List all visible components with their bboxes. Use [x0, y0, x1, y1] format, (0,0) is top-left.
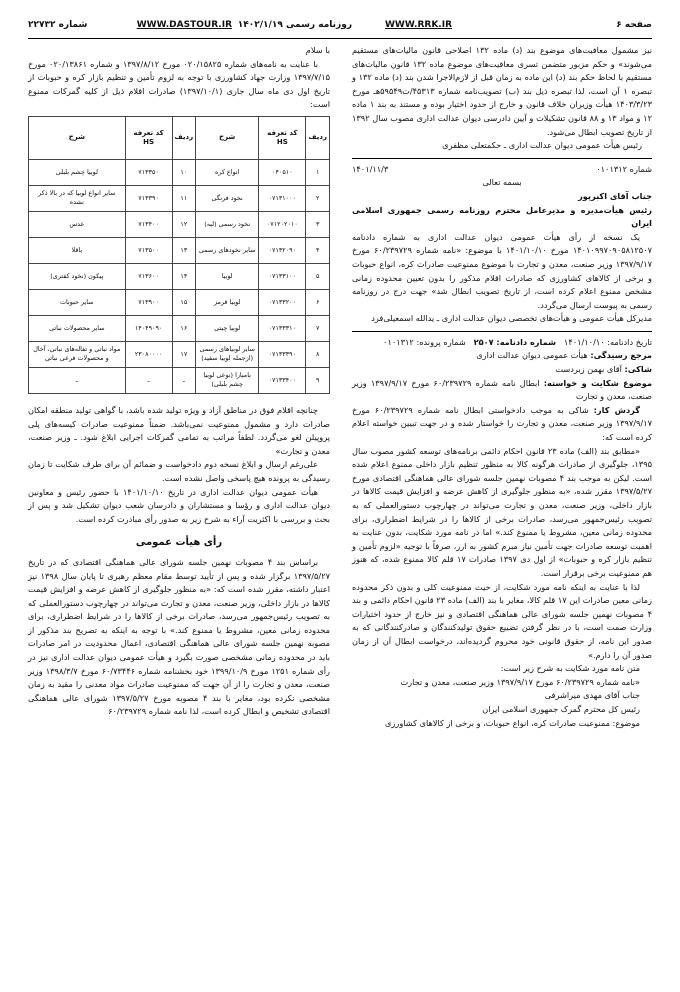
reference-value: هیأت عمومی دیوان عدالت اداری: [476, 350, 588, 361]
cell-hs-code: ۷۱۳۳۹۰: [125, 185, 172, 211]
letter-date: ۱۴۰۱/۱۱/۳: [352, 163, 389, 174]
cell-hs-code: ۷۱۳۴۰۰: [125, 211, 172, 237]
reference-label: مرجع رسیدگی:: [590, 350, 652, 361]
cell-row-no: ۹: [306, 367, 330, 393]
cell-row-no: ۱۰: [172, 159, 196, 185]
site-link-dastour[interactable]: WWW.DASTOUR.IR: [136, 20, 232, 30]
cell-description: سایر لوبیاهای رسمی (ازجمله لوبیا سفید): [196, 341, 259, 367]
page-number: صفحه ۶: [616, 20, 652, 30]
letter-signature: مدیرکل هیأت عمومی و هیأت‌های تخصصی دیوان عدالت اداری ـ یدالله اسمعیلی‌فرد: [371, 313, 652, 324]
letter-number: شماره ۰۱۰۱۳۱۲: [596, 163, 652, 174]
subject-value: ابطال نامه شماره ۶۰/۲۳۹۷۲۹ مورخ ۱۳۹۷/۹/۱۷ وزیر صنعت، معدن و تجارت: [352, 377, 652, 402]
cell-hs-code: ۰۷۱۳۳۳۹۰: [259, 341, 306, 367]
post-table-text-3: هیأت عمومی دیوان عدالت اداری در تاریخ ۱۴۰۱/۱۰/۱۰ با حضور رئیس و معاونین دیوان عدالت اداری و رؤسا و مستشاران و دادرسان شعب دیوان تشکیل شد و پس از بحث و بررسی با اکثریت آراء به شرح زیر به صدور رأی مبادرت کرده است.: [28, 486, 330, 524]
previous-ruling-signature: رئیس هیأت عمومی دیوان عدالت اداری ـ حکمتعلی مظفری: [442, 140, 642, 151]
cell-row-no: ۱۲: [172, 211, 196, 237]
section-divider: [352, 158, 652, 159]
cell-hs-code: ۷۱۳۵۰۰: [125, 237, 172, 263]
right-column: [352, 44, 652, 730]
cell-description: سایر محصولات نباتی: [29, 315, 126, 341]
table-header-row: [29, 116, 330, 159]
cell-description: لوبیا چیتی: [196, 315, 259, 341]
procedure-text: شاکی به موجب دادخواستی ابطال نامه شماره ۶۰/۲۳۹۷۲۹ مورخ ۱۳۹۷/۹/۱۷ وزیر صنعت، معدن و تجارت را خواستار شده و در جهت تبیین خواسته اعلام کرده است که:: [352, 404, 652, 443]
section-divider-2: [352, 331, 652, 332]
cell-description: سایر حبوبات: [29, 289, 126, 315]
header-description: شرح: [196, 116, 259, 159]
ruling-number: شماره دادنامه: ۲۵۰۷: [473, 336, 557, 347]
cell-description: سایر نخودهای رسمی: [196, 237, 259, 263]
letter-address-3: رئیس کل محترم گمرک جمهوری اسلامی ایران: [482, 703, 640, 714]
plaintiff-value: آقای بهمن زبردست: [555, 364, 622, 375]
cell-description: سایر انواع لوبیا که در بالا ذکر نشده: [29, 185, 126, 211]
table-row: [29, 237, 330, 263]
table-row: [29, 341, 330, 367]
cell-row-no: ۷: [306, 315, 330, 341]
cell-hs-code: ۷۱۳۳۵۰: [125, 159, 172, 185]
subject-label: موضوع شکایت و خواسته:: [543, 377, 653, 388]
cell-description: نخود فرنگی: [196, 185, 259, 211]
letter-meta: [352, 163, 652, 177]
cell-description: عدس: [29, 211, 126, 237]
text-heading: متن نامه مورد شکایت به شرح زیر است:: [500, 663, 640, 674]
cell-row-no: ۱: [306, 159, 330, 185]
cell-description: باقلا: [29, 237, 126, 263]
cell-hs-code: ۷۱۳۹۰۰: [125, 289, 172, 315]
left-column: [28, 44, 330, 719]
cell-row-no: ۱۷: [172, 341, 196, 367]
cell-row-no: ۱۱: [172, 185, 196, 211]
cell-hs-code: ۰۷۱۳۱۰۰۰: [259, 185, 306, 211]
cell-description: لوبیا: [196, 263, 259, 289]
issue-date: روزنامه رسمی ۱۴۰۲/۱/۱۹: [237, 20, 352, 30]
cell-hs-code: ۰۷۱۳۳۱۰۰: [259, 263, 306, 289]
header-hs-code-2: کد تعرفه HS: [125, 116, 172, 159]
complaint-tail: لذا با عنایت به اینکه نامه مورد شکایت، از حیث ممنوعیت کلی و بدون ذکر محدوده زمانی معین صادرات این ۱۷ قلم کالا، مغایر با بند (الف) ماده ۲۳ قانون احکام دائمی و بند ۴ مصوبات نهمین جلسه شورای عالی هماهنگی اقتصادی و نیز خارج از حدود اختیارات وزارت صمت است، با در نظر گرفتن تضییع حقوق تولیدکنندگان و صادرکنندگانی که به صدور این نامه، از حقوق قانونی خود محروم گردیده‌اند، درخواست ابطال آن از زمان صدور آن را دارم.»: [352, 581, 653, 660]
basmala: بسمه تعالی: [482, 177, 522, 188]
cell-row-no: ۶: [306, 289, 330, 315]
cell-row-no: ۸: [306, 341, 330, 367]
table-row: [29, 211, 330, 237]
cell-row-no: ۵: [306, 263, 330, 289]
ruling-meta-line: [352, 336, 652, 350]
table-body: [29, 159, 330, 393]
plaintiff-label: شاکی:: [624, 364, 652, 375]
cell-description: لوبیا قرمز: [196, 289, 259, 315]
letter-address-1: «نامه شماره ۶۰/۲۳۹۷۲۹ مورخ ۱۳۹۷/۹/۱۷ وزیر صنعت، معدن و تجارت: [400, 676, 640, 687]
cell-description: پیکون (نخود کفتری): [29, 263, 126, 289]
letter-intro: یک نسخه از رأی هیأت عمومی دیوان عدالت اداری به شماره دادنامه ۱۴۰۱۰۹۹۷۰۹۰۵۸۱۲۵۰۷ مورخ ۱۴۰۱/۱۰/۱۰ با موضوع: «نامه شماره ۶۰/۲۳۹۷۲۹ مورخ ۱۳۹۷/۹/۱۷ وزیر صنعت، معدن و تجارت با موضوع ممنوعیت صادرات کره، انواع حبوبات و برخی از کالاهای کشاورزی که صادرات اقلام مذکور را بدون تعیین محدوده زمانی مشخص ممنوع اعلام کرده است، از تاریخ تصویب ابطال شد» جهت درج در روزنامه رسمی به پیوست ارسال می‌گردد.: [352, 231, 653, 310]
cell-row-no: ۱۵: [172, 289, 196, 315]
issue-number: شماره ۲۲۷۳۲: [28, 20, 88, 30]
case-number: شماره پرونده: ۰۱۰۱۳۱۲: [383, 336, 466, 347]
cell-description: لوبیا چشم بلبلی: [29, 159, 126, 185]
header-row-no-2: ردیف: [172, 116, 196, 159]
cell-hs-code: ۱۴۰۴۹۰۹۰: [125, 315, 172, 341]
cell-row-no: ۱۳: [172, 237, 196, 263]
table-row: [29, 159, 330, 185]
header-hs-code: کد تعرفه HS: [259, 116, 306, 159]
procedure-label: گردش کار:: [593, 404, 641, 415]
cell-description: بامبارا (نوعی لوبیا چشم بلبلی): [196, 367, 259, 393]
greeting: با سلام: [305, 45, 330, 55]
letter-address-4: موضوع: ممنوعیت صادرات کره، انواع حبوبات، و برخی از کالاهای کشاورزی: [385, 717, 640, 728]
cell-hs-code: ۲۳۰۸۰۰۰۰: [125, 341, 172, 367]
table-row: [29, 185, 330, 211]
addressee-name: جناب آقای اکبرپور: [578, 190, 652, 201]
cell-hs-code: ـ: [125, 367, 172, 393]
addressee-title: رئیس هیأت‌مدیره و مدیرعامل محترم روزنامه رسمی جمهوری اسلامی ایران: [352, 204, 652, 229]
cell-row-no: ۱۶: [172, 315, 196, 341]
cell-row-no: ۱۴: [172, 263, 196, 289]
site-link-rrk[interactable]: WWW.RRK.IR: [385, 20, 452, 30]
cell-hs-code: ۷۱۳۶۰۰: [125, 263, 172, 289]
table-row: [29, 367, 330, 393]
table-row: [29, 263, 330, 289]
cell-row-no: ۲: [306, 185, 330, 211]
letter-address-2: جناب آقای مهدی میراشرفی: [544, 690, 640, 701]
cell-hs-code: ۰۷۱۳۳۳۱۰: [259, 315, 306, 341]
cell-row-no: ۳: [306, 211, 330, 237]
ruling-date: تاریخ دادنامه: ۱۴۰۱/۱۰/۱۰: [563, 336, 652, 347]
banned-items-table: [28, 116, 330, 394]
cell-row-no: ـ: [172, 367, 196, 393]
ruling-text: براساس بند ۴ مصوبات نهمین جلسه شورای عالی هماهنگی اقتصادی که در تاریخ ۱۳۹۷/۵/۲۷ برگزار شده و پس از تأیید توسط مقام معظم رهبری تا پایان سال ۱۳۹۸ نیز اعتبار داشته، مقرر شده است که: «به منظور جلوگیری از کاهش عرضه و افزایش قیمت کالاها در بازار داخلی، وزیر صنعت، معدن و تجارت می‌تواند در چهارچوب دستورالعملی که به تصویب رئیس‌جمهور می‌رسد، صادرات برخی از کالاها را در شرایط اضطراری، برای محدوده زمانی معین، مشروط یا ممنوع کند.» با توجه به اینکه به تصریح بند مذکور از مصوبه نهمین جلسه شورای عالی هماهنگی اقتصادی، اعمال محدودیت در امر صادرات باید در محدوده زمانی مشخصی صورت بگیرد و هیأت عمومی دیوان عدالت اداری نیز در رأی شماره ۱۲۵۱ مورخ ۱۳۹۹/۱۰/۹ خود بخشنامه شماره ۶۰/۷۳۴۴۶ مورخ ۱۳۹۸/۳/۷ وزیر صنعت، معدن و تجارت را از آن جهت که ممنوعیت صادرات مواد معدنی را مقید به زمان مشخصی نکرده بود، مغایر با بند ۴ مصوبه مورخ ۱۳۹۷/۵/۲۷ شورای عالی هماهنگی اقتصادی تشخیص و ابطال کرده است، لذا نامه شماره ۶۰/۲۳۹۷۲۹: [28, 556, 331, 717]
cell-description: نخود رسمی (لپه): [196, 211, 259, 237]
ruling-title: رأی هیأت عمومی: [135, 537, 223, 549]
letter-paragraph: با عنایت به نامه‌های شماره ۰۲۰/۱۵۸۲۵ مورخ ۱۳۹۷/۸/۱۲ و شماره ۰۲۰/۱۳۸۶۱ مورخ ۱۳۹۷/۷/۱۵ وزارت جهاد کشاورزی با توجه به لزوم تأمین و تنظیم بازار کره و حبوبات از تاریخ اول دی ماه سال جاری (۱۳۹۷/۱۰/۱) صادرات اقلام ذیل از کلیه گمرکات ممنوع است:: [28, 58, 330, 110]
post-table-text-1: چنانچه اقلام فوق در مناطق آزاد و ویژه تولید شده باشد، با گواهی تولید منطقه امکان صادرات دارد و مشمول ممنوعیت نمی‌باشد. ضمناً ممنوعیت صادرات کیسه‌های پلی پروپیلن لغو می‌گردد. لطفاً مراتب به تمامی گمرکات اجرایی ابلاغ شود. ـ وزیر صنعت، معدن و تجارت»: [28, 404, 330, 456]
table-row: [29, 289, 330, 315]
complaint-quote: «مطابق بند (الف) ماده ۲۳ قانون احکام دائمی برنامه‌های توسعه کشور مصوب سال ۱۳۹۵، جلوگیری از صادرات هرگونه کالا به منظور تنظیم بازار داخلی ممنوع اعلام شده است. لیکن به موجب بند ۴ مصوبات نهمین جلسه شورای عالی هماهنگی اقتصادی مورخ ۱۳۹۷/۵/۲۷ مقرر شده، «به منظور جلوگیری از کاهش عرضه و افزایش قیمت کالاها در بازار داخلی، وزیر صنعت، معدن و تجارت می‌تواند در چهارچوب دستورالعملی که به تصویب رئیس‌جمهور می‌رسد، صادرات برخی از کالاها را در شرایط اضطراری، برای محدوده زمانی معین، مشروط یا ممنوع کند.» اما در نامه مورد شکایت، بدون عنایت به اهمیت توسعه صادرات جهت تأمین نیاز مبرم کشور به ارز، صرفاً با توجیه «لزوم تأمین و تنظیم بازار کره و حبوبات» از اول دی ۱۳۹۷ صادرات ۱۷ قلم کالا ممنوع شده، که هنوز هم ممنوعیت برخی برقرار است.: [352, 445, 652, 578]
cell-row-no: ۴: [306, 237, 330, 263]
post-table-text-2: علی‌رغم ارسال و ابلاغ نسخه دوم دادخواست و ضمائم آن برای طرف شکایت تا زمان رسیدگی به پرونده هیچ پاسخی واصل نشده است.: [28, 459, 330, 483]
cell-hs-code: ۰۷۱۳۲۰۹۰: [259, 237, 306, 263]
page-header: [28, 16, 652, 39]
cell-hs-code: ۰۷۱۳۳۴۰۰: [259, 367, 306, 393]
cell-hs-code: ۰۴۰۵۱۰: [259, 159, 306, 185]
cell-hs-code: ۰۷۱۳۳۲۰۰: [259, 289, 306, 315]
header-row-no: ردیف: [306, 116, 330, 159]
cell-hs-code: ۰۷۱۲۰۲۰۱۰: [259, 211, 306, 237]
cell-description: مواد نباتی و تفاله‌های نباتی، آخال و محصولات فرعی نباتی: [29, 341, 126, 367]
header-description-2: شرح: [29, 116, 126, 159]
previous-ruling-text: نیز مشمول معافیت‌های موضوع بند (د) ماده ۱۳۲ اصلاحی قانون مالیات‌های مستقیم می‌شوند» و حکم مزبور متضمن تسری معافیت‌های موضوع ماده ۱۳۲ قانون مالیات‌های مستقیم با لحاظ حکم بند (د) این ماده به زمان قبل از لازم‌الاجرا شدن بند (د) ماده ۱۳۲ و تبصره ۱ آن است، لذا تبصره ذیل بند (ب) تصویب‌نامه شماره ۴۵۳۱۳/ت۵۹۵۴۹هـ مورخ ۱۴۰۳/۳/۲۳ هیأت وزیران خلاف قانون و خارج از حدود اختیار بوده و مستند به بند ۱ ماده ۱۲ و مواد ۱۳ و ۸۸ قانون تشکیلات و آیین دادرسی دیوان عدالت اداری مصوب سال ۱۳۹۲ از تاریخ تصویب ابطال می‌شود.: [352, 45, 653, 137]
cell-description: ـ: [29, 367, 126, 393]
table-row: [29, 315, 330, 341]
cell-description: انواع کره: [196, 159, 259, 185]
